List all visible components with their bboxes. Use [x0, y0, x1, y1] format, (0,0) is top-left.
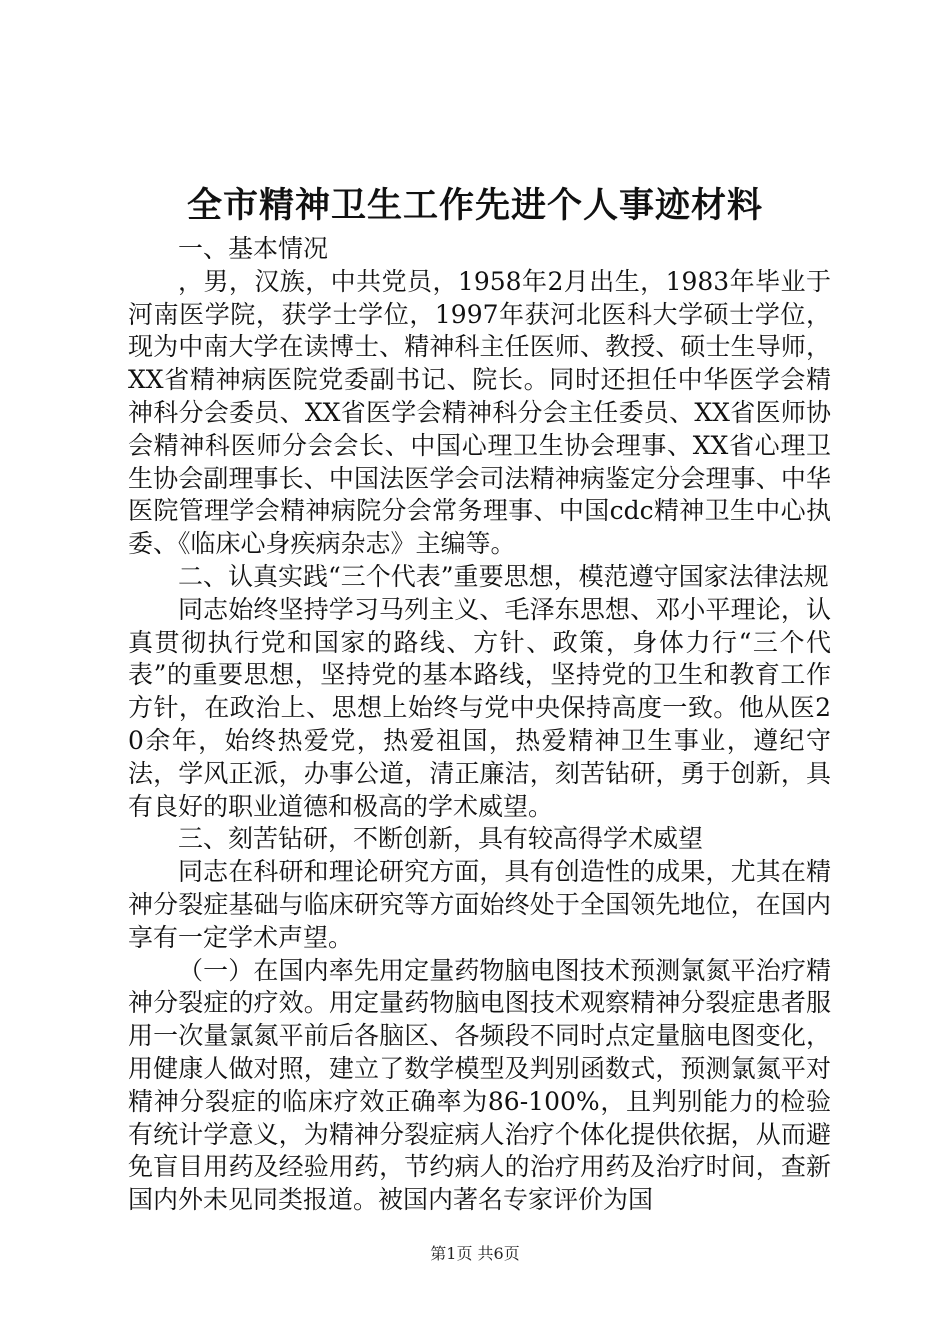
body-paragraph: 同志在科研和理论研究方面，具有创造性的成果，尤其在精神分裂症基础与临床研究等方面始终处于全国领先地位，在国内享有一定学术声望。: [128, 857, 831, 952]
document-body: [128, 233, 831, 1217]
section-heading: 一、基本情况: [178, 234, 329, 263]
section-heading: 二、认真实践“三个代表”重要思想，模范遵守国家法律法规: [178, 561, 829, 591]
section-heading: 三、刻苦钻研，不断创新，具有较高得学术威望: [178, 824, 704, 854]
page-number-footer: 第1页 共6页: [430, 1244, 520, 1263]
body-paragraph: 同志始终坚持学习马列主义、毛泽东思想、邓小平理论，认真贯彻执行党和国家的路线、方针、政策，身体力行“三个代表”的重要思想，坚持党的基本路线，坚持党的卫生和教育工作方针，在政治上、思想上始终与党中央保持高度一致。他从医20余年，始终热爱党，热爱祖国，热爱精神卫生事业，遵纪守法，学风正派，办事公道，清正廉洁，刻苦钻研，勇于创新，具有良好的职业道德和极高的学术威望。: [128, 594, 831, 821]
body-paragraph: ，男，汉族，中共党员，1958年2月出生，1983年毕业于河南医学院，获学士学位，1997年获河北医科大学硕士学位，现为中南大学在读博士、精神科主任医师、教授、硕士生导师，XX省精神病医院党委副书记、院长。同时还担任中华医学会精神科分会委员、XX省医学会精神科分会主任委员、XX省医师协会精神科医师分会会长、中国心理卫生协会理事、XX省心理卫生协会副理事长、中国法医学会司法精神病鉴定分会理事、中华医院管理学会精神病院分会常务理事、中国cdc精神卫生中心执委、《临床心身疾病杂志》主编等。: [128, 266, 831, 559]
body-paragraph: （一）在国内率先用定量药物脑电图技术预测氯氮平治疗精神分裂症的疗效。用定量药物脑电图技术观察精神分裂症患者服用一次量氯氮平前后各脑区、各频段不同时点定量脑电图变化，用健康人做对照，建立了数学模型及判别函数式，预测氯氮平对精神分裂症的临床疗效正确率为86-100%，且判别能力的检验有统计学意义，为精神分裂症病人治疗个体化提供依据，从而避免盲目用药及经验用药，节约病人的治疗用药及治疗时间，查新国内外未见同类报道。被国内著名专家评价为国: [128, 955, 831, 1215]
document-title: 全市精神卫生工作先进个人事迹材料: [186, 185, 763, 226]
